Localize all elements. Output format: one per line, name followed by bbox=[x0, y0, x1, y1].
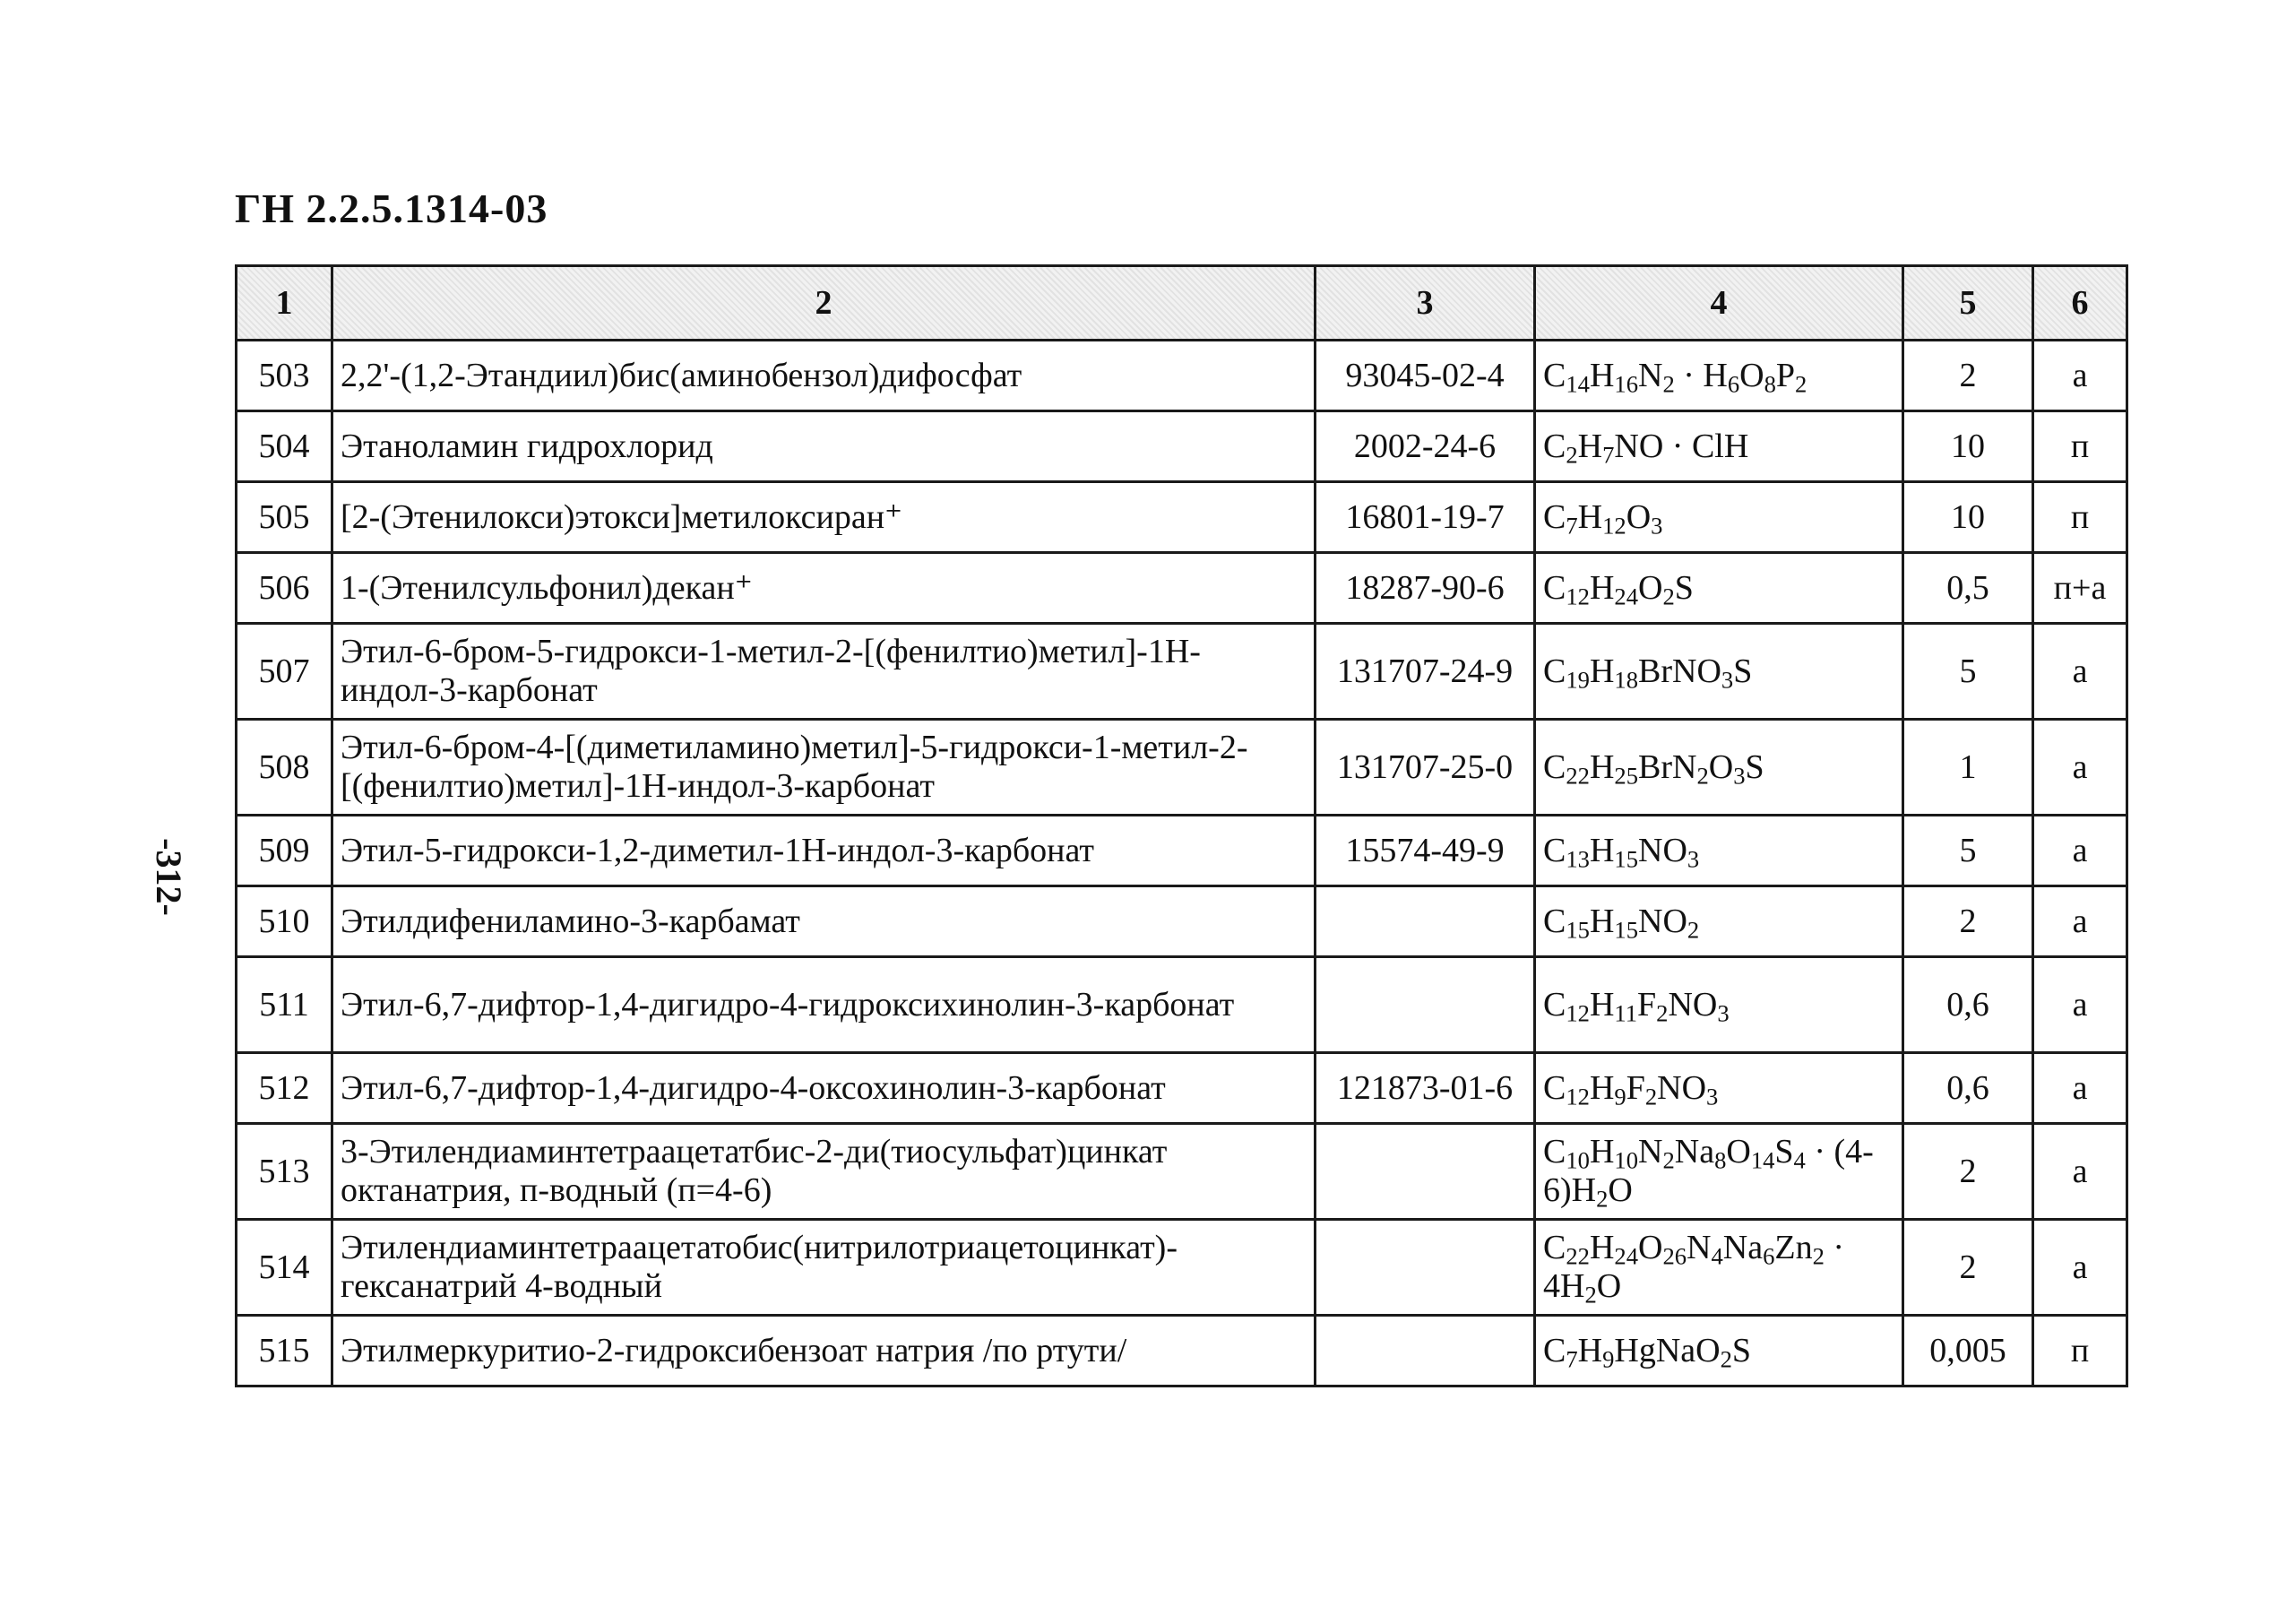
pdk-value-cell: 2 bbox=[1903, 341, 2033, 411]
substance-name-cell: Этилендиаминтетраацетатобис(нитрилотриацетоцинкат)-гексанатрий 4-водный bbox=[332, 1220, 1316, 1316]
pdk-value-cell: 0,6 bbox=[1903, 957, 2033, 1053]
formula-cell: $C_2H_7NO$ · ClH bbox=[1535, 411, 1903, 482]
row-number-cell: 513 bbox=[237, 1124, 332, 1220]
substance-name-cell: Этил-6,7-дифтор-1,4-дигидро-4-гидроксихинолин-3-карбонат bbox=[332, 957, 1316, 1053]
page-number: -312- bbox=[148, 838, 189, 916]
formula-cell: $C_{19}H_{18}BrNO_3S$ bbox=[1535, 624, 1903, 720]
aggregate-state-cell: п bbox=[2033, 1316, 2127, 1386]
row-number-cell: 504 bbox=[237, 411, 332, 482]
table-row bbox=[237, 1053, 2127, 1124]
cas-number-cell: 131707-25-0 bbox=[1316, 720, 1535, 816]
table-row bbox=[237, 1124, 2127, 1220]
table-row bbox=[237, 957, 2127, 1053]
cas-number-cell: 18287-90-6 bbox=[1316, 553, 1535, 624]
cas-number-cell: 2002-24-6 bbox=[1316, 411, 1535, 482]
pdk-value-cell: 10 bbox=[1903, 411, 2033, 482]
aggregate-state-cell: п bbox=[2033, 411, 2127, 482]
formula-cell: $C_{12}H_9F_2NO_3$ bbox=[1535, 1053, 1903, 1124]
aggregate-state-cell: а bbox=[2033, 957, 2127, 1053]
cas-number-cell: 121873-01-6 bbox=[1316, 1053, 1535, 1124]
row-number-cell: 509 bbox=[237, 816, 332, 886]
cas-number-cell bbox=[1316, 1316, 1535, 1386]
formula-cell: $C_{22}H_{24}O_{26}N_4Na_6Zn_2 \cdot 4H_2O$ bbox=[1535, 1220, 1903, 1316]
cas-number-cell: 93045-02-4 bbox=[1316, 341, 1535, 411]
row-number-cell: 505 bbox=[237, 482, 332, 553]
aggregate-state-cell: п+а bbox=[2033, 553, 2127, 624]
pdk-value-cell: 5 bbox=[1903, 816, 2033, 886]
pdk-value-cell: 2 bbox=[1903, 1124, 2033, 1220]
table-row bbox=[237, 1220, 2127, 1316]
cas-number-cell: 131707-24-9 bbox=[1316, 624, 1535, 720]
formula-cell: $C_7H_{12}O_3$ bbox=[1535, 482, 1903, 553]
formula-cell: $C_{14}H_{16}N_2 \cdot H_6O_8P_2$ bbox=[1535, 341, 1903, 411]
pdk-value-cell: 2 bbox=[1903, 1220, 2033, 1316]
cas-number-cell bbox=[1316, 886, 1535, 957]
formula-cell: $C_{12}H_{11}F_2NO_3$ bbox=[1535, 957, 1903, 1053]
row-number-cell: 512 bbox=[237, 1053, 332, 1124]
substance-name-cell: Этилмеркуритио-2-гидроксибензоат натрия /по ртути/ bbox=[332, 1316, 1316, 1386]
aggregate-state-cell: а bbox=[2033, 1053, 2127, 1124]
row-number-cell: 507 bbox=[237, 624, 332, 720]
table-row bbox=[237, 886, 2127, 957]
substance-name-cell: Этилдифениламино-3-карбамат bbox=[332, 886, 1316, 957]
column-header-2: 2 bbox=[332, 266, 1316, 341]
row-number-cell: 510 bbox=[237, 886, 332, 957]
row-number-cell: 511 bbox=[237, 957, 332, 1053]
substance-name-cell: 1-(Этенилсульфонил)декан⁺ bbox=[332, 553, 1316, 624]
formula-cell: $C_{22}H_{25}BrN_2O_3S$ bbox=[1535, 720, 1903, 816]
table-row bbox=[237, 720, 2127, 816]
substance-name-cell: 3-Этилендиаминтетраацетатбис-2-ди(тиосульфат)цинкат октанатрия, п-водный (п=4-6) bbox=[332, 1124, 1316, 1220]
aggregate-state-cell: а bbox=[2033, 720, 2127, 816]
row-number-cell: 514 bbox=[237, 1220, 332, 1316]
pdk-value-cell: 0,005 bbox=[1903, 1316, 2033, 1386]
aggregate-state-cell: а bbox=[2033, 816, 2127, 886]
aggregate-state-cell: а bbox=[2033, 1220, 2127, 1316]
substances-table bbox=[235, 264, 2128, 1387]
pdk-value-cell: 1 bbox=[1903, 720, 2033, 816]
column-header-4: 4 bbox=[1535, 266, 1903, 341]
formula-cell: $C_7H_9HgNaO_2S$ bbox=[1535, 1316, 1903, 1386]
substance-name-cell: Этил-6,7-дифтор-1,4-дигидро-4-оксохинолин-3-карбонат bbox=[332, 1053, 1316, 1124]
cas-number-cell bbox=[1316, 957, 1535, 1053]
cas-number-cell bbox=[1316, 1124, 1535, 1220]
aggregate-state-cell: а bbox=[2033, 886, 2127, 957]
formula-cell: $C_{12}H_{24}O_2S$ bbox=[1535, 553, 1903, 624]
table-row bbox=[237, 411, 2127, 482]
document-code: ГН 2.2.5.1314-03 bbox=[235, 186, 548, 231]
table-row bbox=[237, 624, 2127, 720]
column-header-1: 1 bbox=[237, 266, 332, 341]
table-body bbox=[237, 341, 2127, 1386]
pdk-value-cell: 5 bbox=[1903, 624, 2033, 720]
pdk-value-cell: 10 bbox=[1903, 482, 2033, 553]
cas-number-cell: 16801-19-7 bbox=[1316, 482, 1535, 553]
cas-number-cell bbox=[1316, 1220, 1535, 1316]
table-header-row bbox=[237, 266, 2127, 341]
formula-cell: $C_{13}H_{15}NO_3$ bbox=[1535, 816, 1903, 886]
row-number-cell: 506 bbox=[237, 553, 332, 624]
aggregate-state-cell: а bbox=[2033, 624, 2127, 720]
substance-name-cell: 2,2'-(1,2-Этандиил)бис(аминобензол)дифосфат bbox=[332, 341, 1316, 411]
row-number-cell: 508 bbox=[237, 720, 332, 816]
pdk-value-cell: 2 bbox=[1903, 886, 2033, 957]
aggregate-state-cell: п bbox=[2033, 482, 2127, 553]
column-header-3: 3 bbox=[1316, 266, 1535, 341]
table-row bbox=[237, 341, 2127, 411]
row-number-cell: 515 bbox=[237, 1316, 332, 1386]
aggregate-state-cell: а bbox=[2033, 1124, 2127, 1220]
substance-name-cell: Этил-5-гидрокси-1,2-диметил-1Н-индол-3-карбонат bbox=[332, 816, 1316, 886]
substance-name-cell: Этаноламин гидрохлорид bbox=[332, 411, 1316, 482]
formula-cell: $C_{15}H_{15}NO_2$ bbox=[1535, 886, 1903, 957]
pdk-value-cell: 0,6 bbox=[1903, 1053, 2033, 1124]
formula-cell: $C_{10}H_{10}N_2Na_8O_{14}S_4 \cdot (4-6)H_2O$ bbox=[1535, 1124, 1903, 1220]
row-number-cell: 503 bbox=[237, 341, 332, 411]
pdk-value-cell: 0,5 bbox=[1903, 553, 2033, 624]
table-row bbox=[237, 553, 2127, 624]
table-row bbox=[237, 1316, 2127, 1386]
table-row bbox=[237, 482, 2127, 553]
column-header-5: 5 bbox=[1903, 266, 2033, 341]
substance-name-cell: Этил-6-бром-4-[(диметиламино)метил]-5-гидрокси-1-метил-2-[(фенилтио)метил]-1Н-индол-3-карбонат bbox=[332, 720, 1316, 816]
aggregate-state-cell: а bbox=[2033, 341, 2127, 411]
cas-number-cell: 15574-49-9 bbox=[1316, 816, 1535, 886]
substance-name-cell: [2-(Этенилокси)этокси]метилоксиран⁺ bbox=[332, 482, 1316, 553]
column-header-6: 6 bbox=[2033, 266, 2127, 341]
table-row bbox=[237, 816, 2127, 886]
substance-name-cell: Этил-6-бром-5-гидрокси-1-метил-2-[(фенилтио)метил]-1Н-индол-3-карбонат bbox=[332, 624, 1316, 720]
